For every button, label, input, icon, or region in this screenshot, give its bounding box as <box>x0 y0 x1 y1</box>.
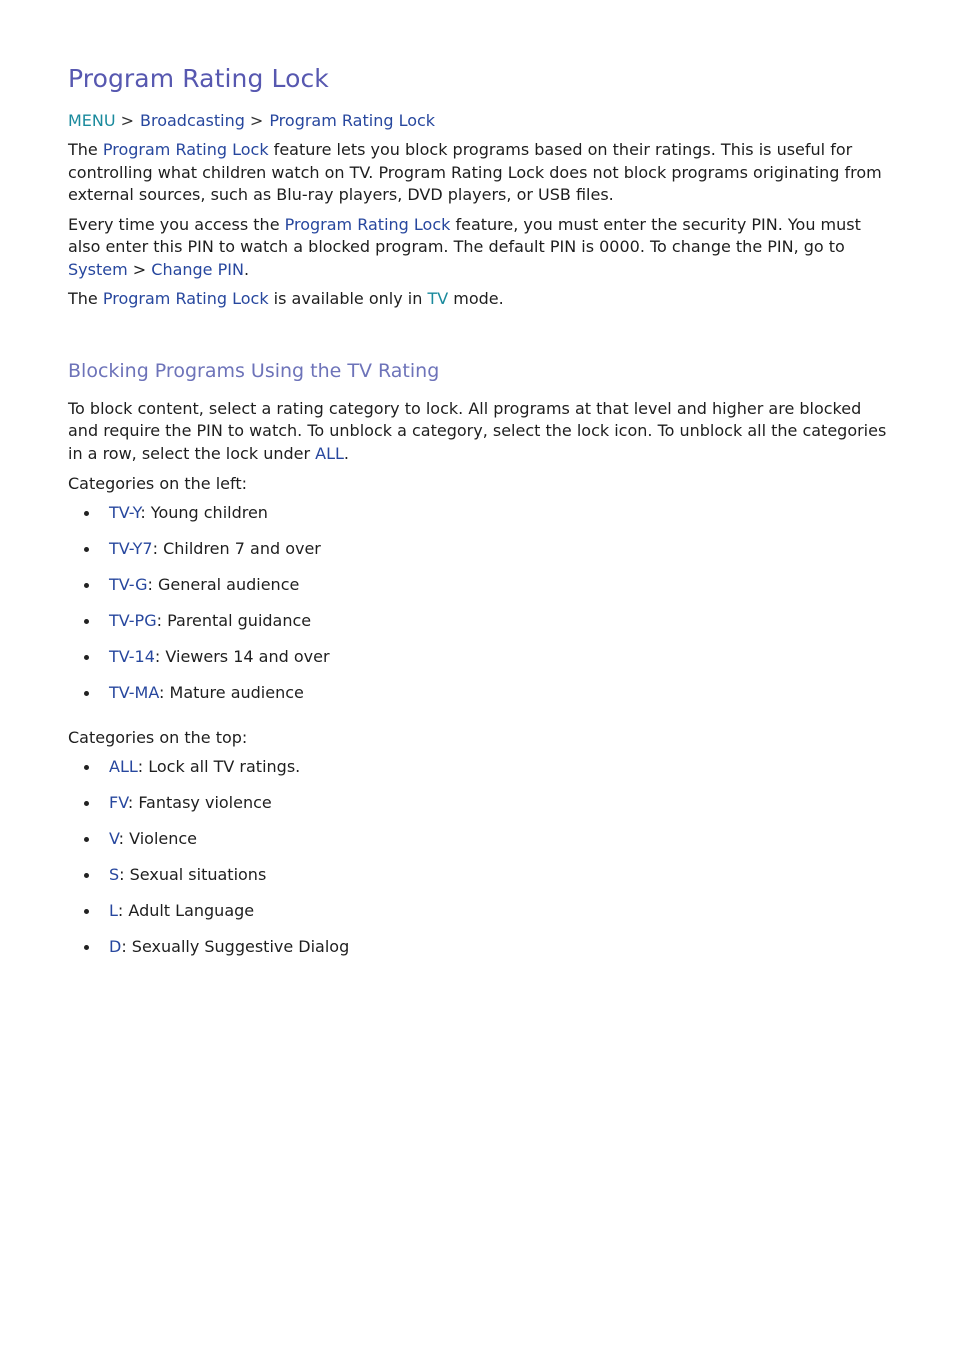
bullet-icon <box>84 583 89 588</box>
category-key[interactable]: TV-14 <box>109 647 155 667</box>
category-key[interactable]: TV-Y7 <box>109 539 153 559</box>
bullet-icon <box>84 801 89 806</box>
category-key[interactable]: FV <box>109 792 128 812</box>
category-desc: : Children 7 and over <box>152 539 321 559</box>
text: is available only in <box>268 289 428 308</box>
availability-paragraph <box>68 288 888 311</box>
program-rating-lock-link[interactable]: Program Rating Lock <box>102 289 269 308</box>
breadcrumb <box>68 110 888 132</box>
list-item <box>68 792 888 828</box>
bullet-icon <box>84 547 89 552</box>
category-desc: : Viewers 14 and over <box>154 647 330 667</box>
list-item <box>68 936 888 972</box>
category-key[interactable]: TV-MA <box>109 683 160 703</box>
program-rating-lock-link[interactable]: Program Rating Lock <box>284 214 451 234</box>
text: The <box>68 289 103 308</box>
document-page <box>68 60 888 972</box>
breadcrumb-program-rating-lock[interactable]: Program Rating Lock <box>269 111 436 130</box>
bullet-icon <box>84 655 89 660</box>
breadcrumb-separator: > <box>249 111 264 130</box>
section-paragraph <box>68 398 888 466</box>
bullet-icon <box>84 691 89 696</box>
breadcrumb-menu[interactable]: MENU <box>68 111 116 130</box>
list-item <box>68 828 888 864</box>
list-item <box>68 574 888 610</box>
text: feature, you must enter the security PIN. You must also enter this PIN to watch a blocked program. The default PIN is 0000. To change the PIN, go to <box>68 214 861 256</box>
text: The <box>68 140 103 159</box>
category-desc: : General audience <box>147 575 300 595</box>
category-key[interactable]: TV-Y <box>109 503 141 522</box>
list-item <box>68 682 888 718</box>
bullet-icon <box>84 945 89 950</box>
category-key[interactable]: TV-PG <box>109 611 157 631</box>
text: feature lets you block programs based on their ratings. This is useful for controlling what children watch on TV. Program Rating Lock does not block programs originating from external sources, such as Blu-ray players, DVD players, or USB files. <box>68 140 882 204</box>
bullet-icon <box>84 873 89 878</box>
category-key[interactable]: L <box>109 900 118 920</box>
left-categories-label: Categories on the left: <box>68 474 247 493</box>
text: Every time you access the <box>68 214 285 234</box>
list-item <box>68 502 888 538</box>
category-desc: : Parental guidance <box>156 611 312 631</box>
list-item <box>68 610 888 646</box>
program-rating-lock-link[interactable]: Program Rating Lock <box>102 140 269 159</box>
pin-paragraph <box>68 214 888 282</box>
list-item <box>68 646 888 682</box>
all-link[interactable]: ALL <box>315 443 344 463</box>
section-title: Blocking Programs Using the TV Rating <box>68 359 440 382</box>
category-desc: : Fantasy violence <box>127 792 272 812</box>
breadcrumb-separator: > <box>120 111 134 130</box>
text: . <box>343 443 350 463</box>
category-desc: : Mature audience <box>159 683 304 703</box>
category-desc: : Young children <box>140 503 268 522</box>
category-key[interactable]: D <box>109 937 122 957</box>
bullet-icon <box>84 909 89 914</box>
system-link[interactable]: System <box>68 259 128 279</box>
breadcrumb-broadcasting[interactable]: Broadcasting <box>140 111 245 130</box>
top-categories-list <box>68 756 888 973</box>
category-key[interactable]: S <box>109 864 120 884</box>
text: To block content, select a rating category to lock. All programs at that level and higher are blocked and require the PIN to watch. To unblock a category, select the lock icon. To unblock all the categories in a row, select the lock under <box>68 398 887 463</box>
list-item <box>68 900 888 936</box>
bullet-icon <box>84 765 89 770</box>
path-separator: > <box>132 259 147 279</box>
category-key[interactable]: TV-G <box>109 575 148 595</box>
list-item <box>68 864 888 900</box>
text: mode. <box>448 289 504 308</box>
text: . <box>243 259 250 279</box>
category-key[interactable]: ALL <box>109 756 138 776</box>
change-pin-link[interactable]: Change PIN <box>151 259 244 279</box>
list-item <box>68 538 888 574</box>
list-item <box>68 756 888 792</box>
page-title: Program Rating Lock <box>68 64 329 93</box>
bullet-icon <box>84 837 89 842</box>
category-desc: : Sexually Suggestive Dialog <box>121 937 350 957</box>
category-desc: : Violence <box>118 828 198 848</box>
category-key[interactable]: V <box>109 828 119 848</box>
tv-mode-link[interactable]: TV <box>427 289 449 308</box>
bullet-icon <box>84 511 89 516</box>
left-categories-list <box>68 502 888 719</box>
bullet-icon <box>84 619 89 624</box>
category-desc: : Sexual situations <box>119 864 267 884</box>
intro-paragraph <box>68 139 888 207</box>
top-categories-label: Categories on the top: <box>68 727 248 747</box>
category-desc: : Adult Language <box>117 900 255 920</box>
category-desc: : Lock all TV ratings. <box>137 756 301 776</box>
